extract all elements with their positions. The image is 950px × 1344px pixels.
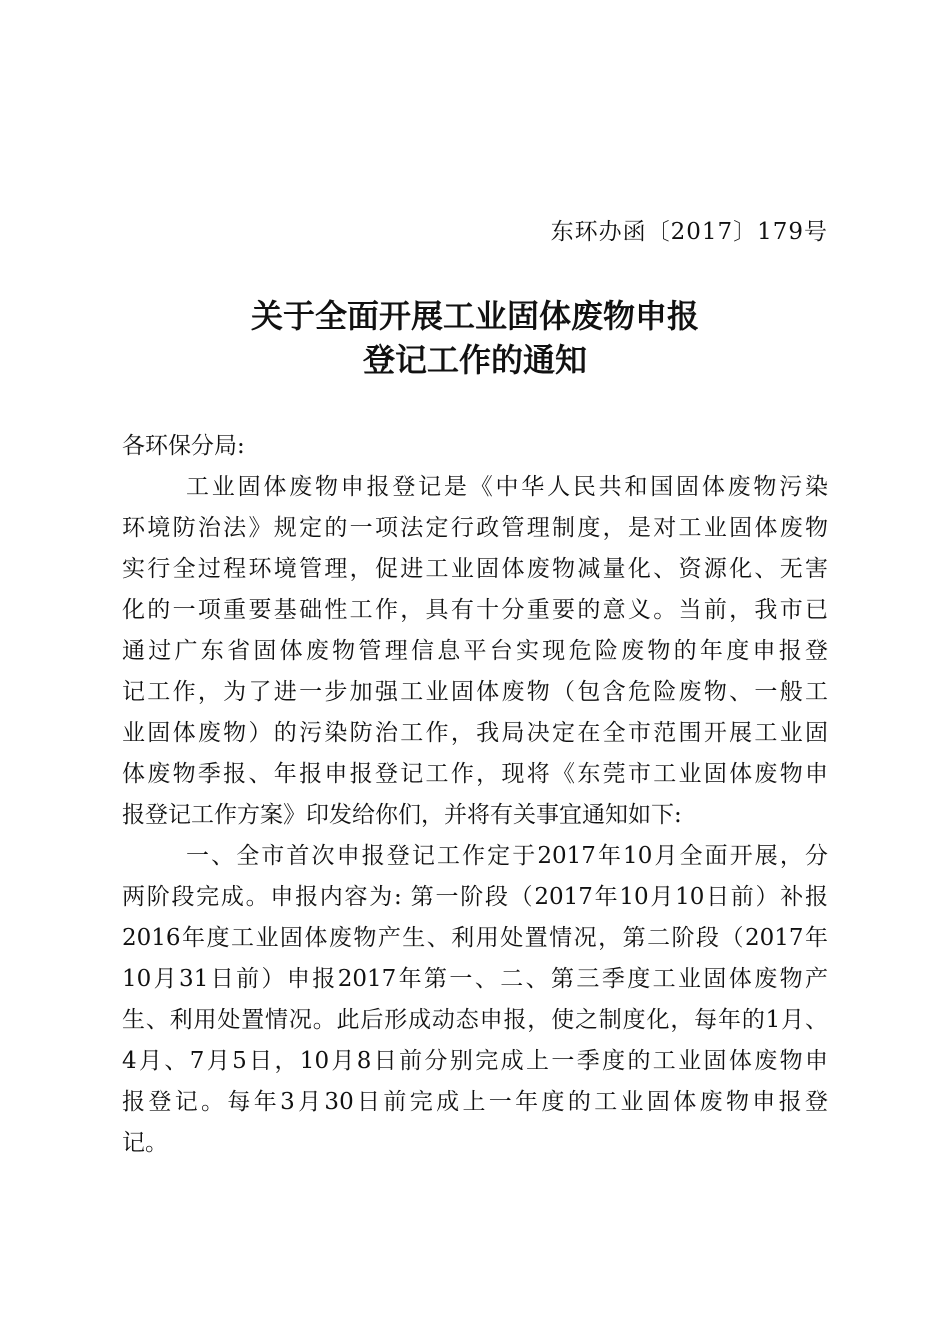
salutation: 各环保分局: bbox=[122, 433, 245, 459]
document-body bbox=[122, 426, 828, 1164]
paragraph-1-line: 体废物季报、年报申报登记工作，现将《东莞市工业固体废物申 bbox=[122, 761, 828, 787]
paragraph-2-line: 10月31日前）申报2017年第一、二、第三季度工业固体废物产 bbox=[122, 966, 828, 992]
paragraph-2-line: 两阶段完成。申报内容为: 第一阶段（2017年10月10日前）补报 bbox=[122, 884, 828, 910]
paragraph-1-line: 业固体废物）的污染防治工作，我局决定在全市范围开展工业固 bbox=[122, 720, 828, 746]
paragraph-2-line: 报登记。每年3月30日前完成上一年度的工业固体废物申报登 bbox=[122, 1089, 828, 1115]
document-title bbox=[0, 294, 950, 382]
title-line: 关于全面开展工业固体废物申报 bbox=[250, 297, 699, 335]
paragraph-2-line: 一、全市首次申报登记工作定于2017年10月全面开展，分 bbox=[186, 843, 828, 869]
paragraph-1-line: 化的一项重要基础性工作，具有十分重要的意义。当前，我市已 bbox=[122, 597, 828, 623]
title-line: 登记工作的通知 bbox=[362, 341, 587, 379]
paragraph-2-line: 2016年度工业固体废物产生、利用处置情况，第二阶段（2017年 bbox=[122, 925, 828, 951]
paragraph-1-line: 环境防治法》规定的一项法定行政管理制度，是对工业固体废物 bbox=[122, 515, 828, 541]
document-number: 东环办函〔2017〕179号 bbox=[550, 219, 828, 245]
paragraph-1-line: 报登记工作方案》印发给你们，并将有关事宜通知如下: bbox=[122, 802, 682, 828]
paragraph-1-line: 记工作，为了进一步加强工业固体废物（包含危险废物、一般工 bbox=[122, 679, 828, 705]
paragraph-1-line: 通过广东省固体废物管理信息平台实现危险废物的年度申报登 bbox=[122, 638, 828, 664]
paragraph-2-line: 4月、7月5日，10月8日前分别完成上一季度的工业固体废物申 bbox=[122, 1048, 828, 1074]
paragraph-2-line: 生、利用处置情况。此后形成动态申报，使之制度化，每年的1月、 bbox=[122, 1007, 828, 1033]
paragraph-1-line: 工业固体废物申报登记是《中华人民共和国固体废物污染 bbox=[186, 474, 828, 500]
paragraph-2-line: 记。 bbox=[122, 1130, 168, 1156]
paragraph-1-line: 实行全过程环境管理，促进工业固体废物减量化、资源化、无害 bbox=[122, 556, 828, 582]
